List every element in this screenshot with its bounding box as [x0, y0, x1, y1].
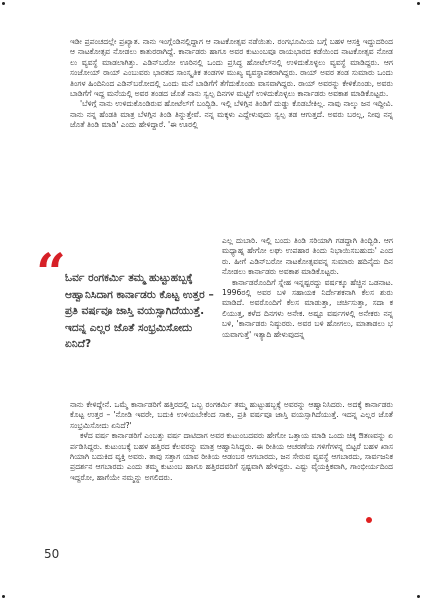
article-body-top	[70, 37, 393, 219]
paragraph: ಎಲ್ಲ ದುಬಾರಿ. ಇಲ್ಲಿ ಬಂದು ತಿಂಡಿ ಸರಿಯಾಗಿ ಗಡದ್ದಾಗಿ ತಿಂದ್ಬಿಡಿ. ಆಗ ಮಧ್ಯಾಹ್ನ ಹೇಗೋ ಲಘು ಉಪಹಾರ ತಿಂದು ನಿಭಾಯಿಸಬಹುದು' ಎಂದರು. ಹೀಗೆ ಎಡಿನ್‌ಬರೋ ನಾಟಕೋತ್ಸವವನ್ನ ಸುಮಾರು ಹದಿನೈದು ದಿನ ನೋಡಲು ಕಾರ್ನಾಡರು ಅವಕಾಶ ಮಾಡಿಕೊಟ್ಟರು.	[222, 236, 393, 277]
paragraph: ಇಡೀ ಪ್ರಪಂಚದಲ್ಲೇ ಪ್ರಖ್ಯಾತ. ನಾನು ಇಂಗ್ಲೆಂಡಿನಲ್ಲಿದ್ದಾಗ ಆ ನಾಟಕೋತ್ಸವ ನಡೆಯಿತು. ರಂಗಭೂಮಿಯ ಬಗ್ಗೆ ಬಹಳ ಆಸಕ್ತಿ ಇದ್ದುದರಿಂದ ಆ ನಾಟಕೋತ್ಸವ ನೋಡಲು ಕಾತುರರಾಗಿದ್ದೆ. ಕಾರ್ನಾಡರು ಹಾಗೂ ಅವರ ಕುಟುಂಬವೂ ರಾಯಭಾರದ ಕಡೆಯಿಂದ ನಾಟಕೋತ್ಸವ ನೋಡಲು ವ್ಯವಸ್ಥೆ ಮಾಡಲಾಗಿತ್ತು. ಎಡಿನ್‌ಬರೋ ಊರಿನಲ್ಲಿ ಒಂದು ಪ್ರಸಿದ್ಧ ಹೋಟೆಲ್‌ನಲ್ಲಿ ಉಳಿದುಕೊಳ್ಳಲು ವ್ಯವಸ್ಥೆ ಮಾಡಿದ್ದರು. ಆಗ ಸಂಜೋಯ್ ರಾಯ್ ಎಂಬುವರು ಭಾರತದ ಸಾಂಸ್ಕೃತಿಕ ತಂಡಗಳ ಮುಖ್ಯ ವ್ಯವಸ್ಥಾಪಕರಾಗಿದ್ದರು. ರಾಯ್ ಅವರ ತಂಡ ಸುಮಾರು ಒಂದು ತಿಂಗಳ ಹಿಂದಿನಿಂದ ಎಡಿನ್‌ಬರೋದಲ್ಲಿ ಒಂದು ಮನೆ ಬಾಡಿಗೆಗೆ ತೆಗೆದುಕೊಂಡು ವಾಸವಾಗಿದ್ದರು. ರಾಯ್ ಅವರನ್ನು ಕೇಳಿಕೊಂಡು, ಅವರು ಬಾಡಿಗೆಗೆ ಇದ್ದ ಮನೆಯಲ್ಲಿ ಅವರ ತಂಡದ ಜೊತೆ ನಾನು ಸ್ವಲ್ಪ ದಿನಗಳ ಮಟ್ಟಿಗೆ ಉಳಿದುಕೊಳ್ಳಲು ಕಾರ್ನಾಡರು ಅವಕಾಶ ಮಾಡಿಕೊಟ್ಟರು.	[70, 37, 393, 99]
quote-mark-icon: “	[36, 243, 66, 304]
article-body-right-column	[222, 236, 393, 400]
crop-mark-bottom-left	[2, 595, 5, 598]
paragraph: 'ಬೆಳಿಗ್ಗೆ ನಾನು ಉಳಿದುಕೊಂಡಿರುವ ಹೋಟೆಲ್‌ಗೆ ಬಂದ್ಬಿಡಿ. ಇಲ್ಲಿ ಬೆಳಿಗ್ಗಿನ ತಿಂಡಿಗೆ ದುಡ್ಡು ಕೊಡಬೇಕಿಲ್ಲ. ನಾವು ನಾಲ್ಕು ಜನ ಇದ್ದೀವಿ. ನಾನು ನನ್ನ ಹೆಂಡತಿ ಮಾತ್ರ ಬೆಳಗ್ಗಿನ ತಿಂಡಿ ತಿನ್ನುತ್ತೇವೆ. ನನ್ನ ಮಕ್ಕಳು ಎದ್ದೇಳುವುದು ಸ್ವಲ್ಪ ತಡ ಆಗುತ್ತದೆ. ಅವರು ಬರಲ್ಲ, ನೀವು ನನ್ನ ಜೊತೆ ತಿಂಡಿ ಮಾಡಿ' ಎಂದು ಹೇಳಿದ್ದಾರೆ. 'ಈ ಊರಲ್ಲಿ	[70, 99, 393, 130]
crop-mark-bottom-right	[417, 595, 420, 598]
paragraph: ಕಳೆದ ವರ್ಷ ಕಾರ್ನಾಡರಿಗೆ ಎಂಬತ್ತು ವರ್ಷ ದಾಟಿದಾಗ ಅವರ ಕುಟುಂಬದವರು ಹೇಗೋ ಒತ್ತಾಯ ಮಾಡಿ ಒಂದು ಚಿಕ್ಕ ಔತಣವನ್ನು ಏರ್ಪಡಿಸಿದ್ದರು. ಕುಟುಂಬಕ್ಕೆ ಬಹಳ ಹತ್ತಿರದ ಕೆಲವರನ್ನು ಮಾತ್ರ ಆಹ್ವಾನಿಸಿದ್ದರು. ಈ ರೀತಿಯ ಆಚರಣೆಯ ಗಳಿಗೆಗಳನ್ನ ಬಿಟ್ಟರೆ ಬಹಳ ಖಾಸಗಿಯಾಗಿ ಬದುಕಿದ ವ್ಯಕ್ತಿ ಅವರು. ತಾವು ಸತ್ತಾಗ ಯಾವ ರೀತಿಯ ಆಡಂಬರ ಆಗಬಾರದು, ಜನ ಸೇರುವ ವ್ಯವಸ್ಥೆ ಆಗಬಾರದು, ಸಾರ್ವಜನಿಕ ಪ್ರದರ್ಶನ ಆಗಬಾರದು ಎಂದು ತಮ್ಮ ಕುಟುಂಬ ಹಾಗೂ ಹತ್ತಿರದವರಿಗೆ ಸ್ಪಷ್ಟವಾಗಿ ಹೇಳಿದ್ದರು. ಎಷ್ಟು ವೈಯಕ್ತಿಕವಾಗಿ, ಗಾಂಭೀರ್ಯದಿಂದ ಇದ್ದರೋ, ಹಾಗೆಯೇ ನಮ್ಮನ್ನು ಅಗಲಿದರು.	[70, 431, 393, 482]
paragraph: ಕಾರ್ನಾಡರೊಂದಿಗೆ ಸ್ನೇಹ ಇನ್ನಷ್ಟರದ್ದು ವರ್ಷಕ್ಕೂ ಹೆಚ್ಚಿನ ಒಡನಾಟ. 1996ರಲ್ಲಿ ಅವರ ಬಳಿ ಸಹಾಯಕ ನಿರ್ದೇಶಕನಾಗಿ ಕೆಲಸ ಶುರು ಮಾಡಿದೆ. ಅವರೊಂದಿಗೆ ಕೆಲಸ ಮಾಡುತ್ತಾ, ಚರ್ಚಿಸುತ್ತಾ, ಸದಾ ಕಲಿಯುತ್ತ, ಕಳೆದ ದಿನಗಳು ಅನೇಕ. ಅಷ್ಟೂ ವರ್ಷಗಳಲ್ಲಿ ಅನೇಕರು ನನ್ನ ಬಳಿ, 'ಕಾರ್ನಾಡರು ನಿಷ್ಠುರರು. ಅವರ ಬಳಿ ಹೋಗಲು, ಮಾತಾಡಲು ಭಯವಾಗುತ್ತೆ' ಇತ್ಯಾದಿ ಹೇಳುವುದನ್ನ	[222, 277, 393, 339]
paragraph: ನಾನು ಕೇಳಿದ್ದೇನೆ. ಒಮ್ಮೆ ಕಾರ್ನಾಡರಿಗೆ ಹತ್ತಿರದಲ್ಲಿ ಒಬ್ಬ ರಂಗಕರ್ಮಿ ತಮ್ಮ ಹುಟ್ಟುಹಬ್ಬಕ್ಕೆ ಅವರನ್ನು ಆಹ್ವಾನಿಸಿದರು. ಅದಕ್ಕೆ ಕಾರ್ನಾಡರು ಕೊಟ್ಟ ಉತ್ತರ – 'ನೋಡಿ ಇವರೇ, ಬದುಕಿ ಉಳಿಯಬೇಕೆಂದ ಸಾಕು, ಪ್ರತಿ ವರ್ಷವೂ ಜಾಸ್ತಿ ವಯಸ್ಸಾಗಿದೆಯುತ್ತೆ. ಇದನ್ನ ಎಲ್ಲರ ಜೊತೆ ಸಂಭ್ರಮಿಸೋದು ಏನಿದೆ?'	[70, 400, 393, 430]
article-end-marker	[366, 517, 372, 523]
article-body-bottom	[70, 400, 393, 520]
crop-mark-top-left	[2, 2, 5, 5]
pull-quote: ಓರ್ವ ರಂಗಕರ್ಮಿ ತಮ್ಮ ಹುಟ್ಟುಹಬ್ಬಕ್ಕೆ ಆಹ್ವಾನಿಸಿದಾಗ ಕಾರ್ನಾಡರು ಕೊಟ್ಟ ಉತ್ತರ – ಪ್ರತಿ ವರ್ಷವೂ ಜಾಸ್ತಿ ವಯಸ್ಸಾಗಿದೆಯುತ್ತೆ. ಇದನ್ನ ಎಲ್ಲರ ಜೊತೆ ಸಂಭ್ರಮಿಸೋದು ಏನಿದೆ?	[65, 272, 214, 351]
page-number: 50	[44, 547, 60, 561]
crop-mark-top-right	[417, 2, 420, 5]
